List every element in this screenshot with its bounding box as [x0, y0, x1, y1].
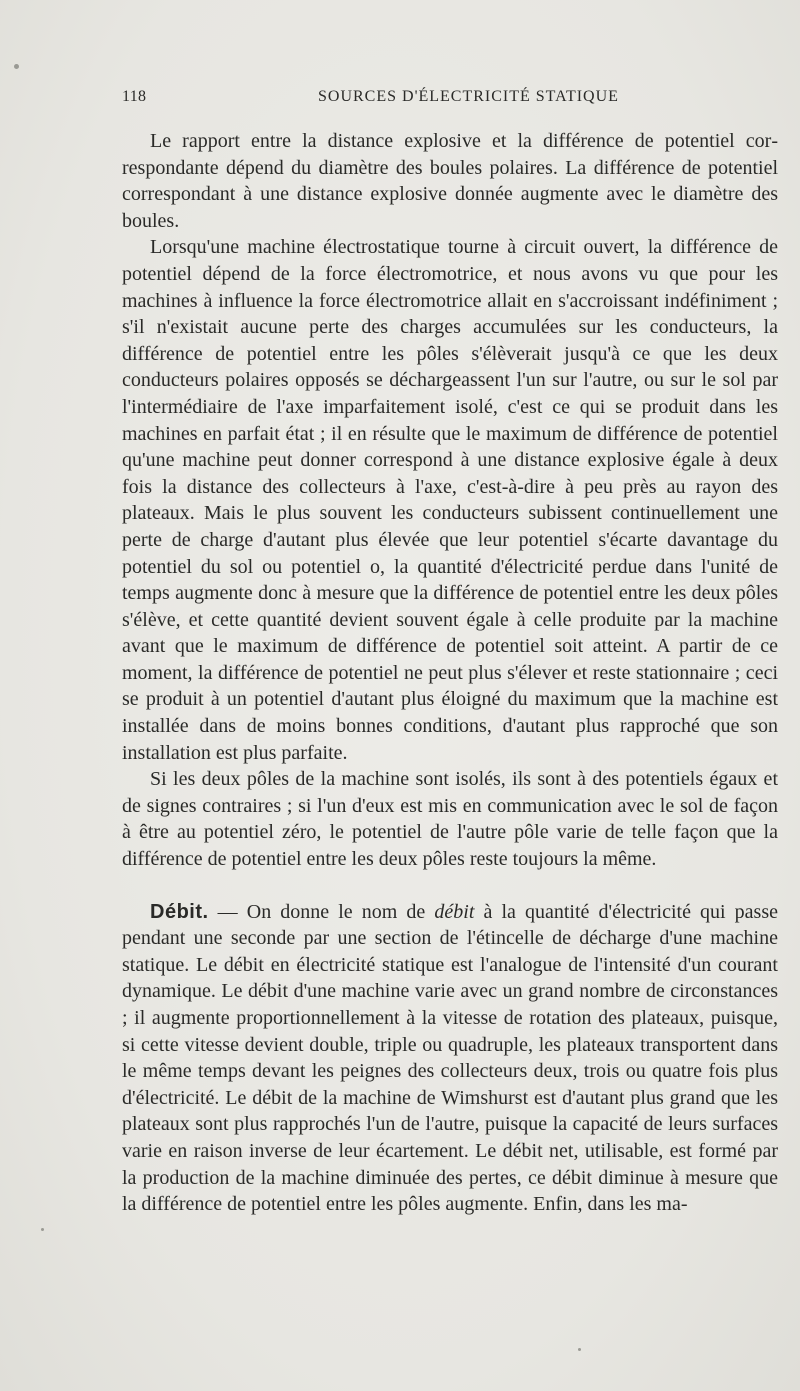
- running-header: [122, 88, 682, 112]
- paragraph-debit: [122, 899, 778, 1218]
- section-heading-debit: Débit.: [150, 900, 209, 923]
- paper-speck: [578, 1348, 581, 1351]
- debit-body-text: à la quantité d'électricité qui passe pendant une seconde par une section de l'étincelle de décharge d'une machine statique. Le débit en électricité statique est l'analogue de l'intensité d'un courant dynamique. Le débit d'une machine varie avec un grand nombre de circonstances ; il augmente proportionnellement à la vitesse de rotation des plateaux, puisque, si cette vitesse devient double, triple ou quadruple, les plateaux transportent dans le même temps devant les peignes des collecteurs deux, trois ou quatre fois plus d'électricité. Le débit de la machine de Wimshurst est d'autant plus grand que les plateaux sont plus rapprochés l'un de l'autre, puisque la capacité de leurs surfaces varie en raison inverse de leur écartement. Le débit net, utilisable, est formé par la production de la machine diminuée des pertes, ce débit diminue à mesure que la différence de potentiel entre les pôles augmente. Enfin, dans les ma-: [122, 900, 779, 1216]
- running-title: SOURCES D'ÉLECTRICITÉ STATIQUE: [318, 88, 619, 105]
- body-text: [122, 128, 778, 1218]
- paragraph-distance-explosive: Le rapport entre la distance explosive et la différence de potentiel correspondante dépend du diamètre des boules polaires. La différence de potentiel correspondant à une distance explosive donnée augmente avec le diamètre des boules.: [122, 130, 778, 232]
- debit-term: débit: [434, 900, 475, 923]
- paragraph-circuit-ouvert: Lorsqu'une machine électrostatique tourne à circuit ouvert, la différence de potentiel dépend de la force électromotrice, et nous avons vu que pour les machines à influence la force électromotrice allait en s'accroissant indéfiniment ; s'il n'existait aucune perte des charges accumulées sur les conducteurs, la différence de potentiel entre les pôles s'élèverait jusqu'à ce que les deux conducteurs polaires opposés se déchargeassent l'un sur l'autre, ou sur le sol par l'intermédiaire de l'axe imparfaitement isolé, c'est ce qui se produit dans les machines en parfait état ; il en résulte que le maximum de différence de potentiel qu'une machine peut donner correspond à une distance explosive égale à deux fois la distance des collecteurs à l'axe, c'est-à-dire à peu près au rayon des plateaux. Mais le plus souvent les conducteurs subissent continuellement une perte de charge d'autant plus élevée que leur potentiel s'écarte davantage du potentiel du sol ou potentiel o, la quantité d'électricité perdue dans l'unité de temps augmente donc à mesure que la différence de potentiel entre les deux pôles s'élève, et cette quantité devient souvent égale à celle produite par la machine avant que le maximum de différence de potentiel soit atteint. A partir de ce moment, la différence de potentiel ne peut plus s'élever et reste stationnaire ; ceci se produit à un potentiel d'autant plus éloigné du maximum que la machine est installée dans de moins bonnes conditions, d'autant plus rapproché que son installation est plus parfaite.: [122, 236, 778, 764]
- paper-speck: [14, 64, 19, 69]
- paragraph-poles-isoles: Si les deux pôles de la machine sont isolés, ils sont à des potentiels égaux et de signes contraires ; si l'un d'eux est mis en communication avec le sol de façon à être au potentiel zéro, le potentiel de l'autre pôle varie de telle façon que la différence de potentiel entre les deux pôles reste toujours la même.: [122, 768, 778, 871]
- paper-speck: [41, 1228, 44, 1231]
- page-number: 118: [122, 88, 147, 105]
- debit-intro-text: — On donne le nom de: [208, 900, 435, 923]
